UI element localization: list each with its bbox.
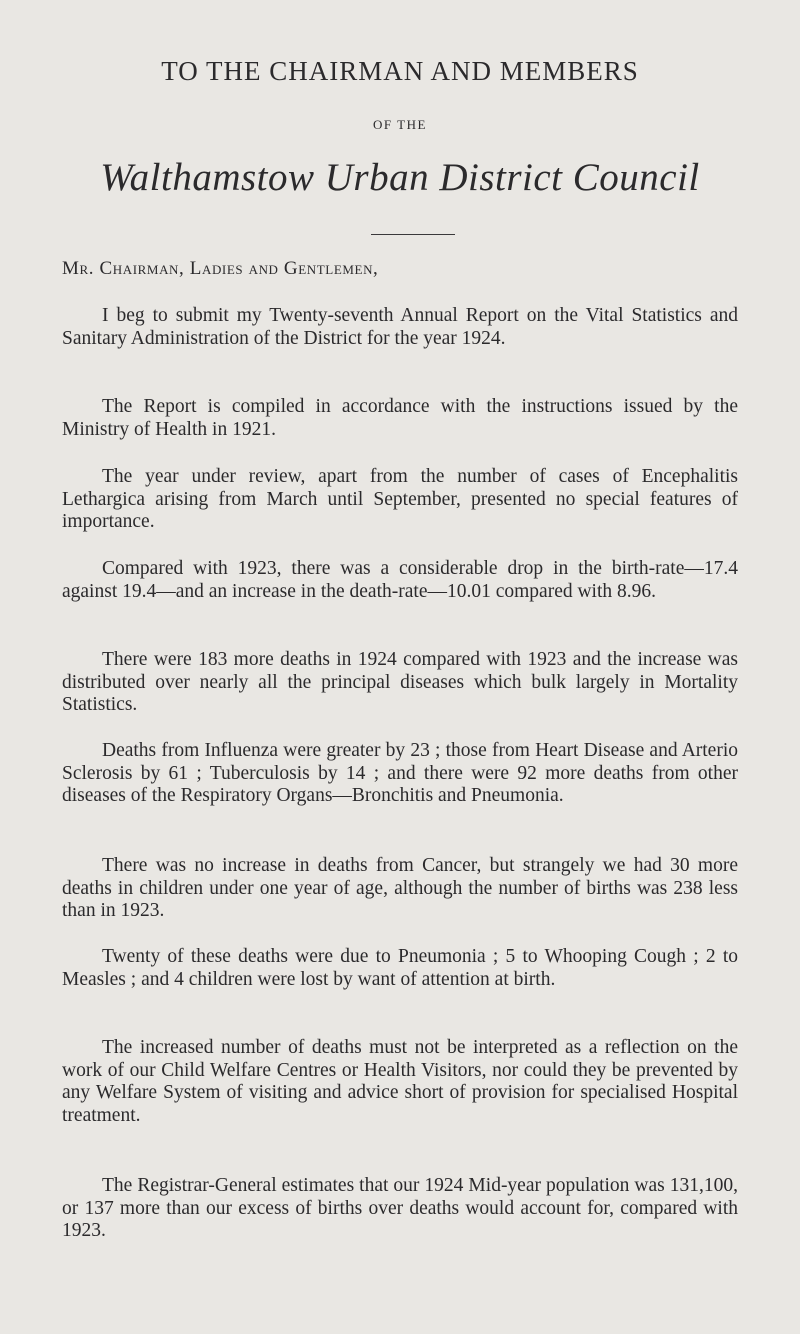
of-the-label: OF THE: [373, 117, 427, 132]
report-addressee-title: TO THE CHAIRMAN AND MEMBERS: [161, 56, 639, 86]
paragraph-cancer-infants: There was no increase in deaths from Cancer, but strangely we had 30 more deaths in children under one year of age, although the number of births was 238 less than in 1923.: [62, 855, 738, 921]
paragraph-influenza: Deaths from Influenza were greater by 23 ; those from Heart Disease and Arterio Sclerosis by 61 ; Tuberculosis by 14 ; and there were 92 more deaths from other diseases of the Respiratory Organs—Bronchitis and Pneumonia.: [62, 740, 738, 806]
paragraph-year-review: The year under review, apart from the number of cases of Encephalitis Lethargica arising from March until September, presented no special features of importance.: [62, 466, 738, 532]
paragraph-birth-death-rate: Compared with 1923, there was a considerable drop in the birth-rate—17.4 against 19.4—and an increase in the death-rate—10.01 compared with 8.96.: [62, 558, 738, 602]
paragraph-twenty-deaths: Twenty of these deaths were due to Pneumonia ; 5 to Whooping Cough ; 2 to Measles ; and 4 children were lost by want of attention at birth.: [62, 946, 738, 990]
paragraph-report-intro: I beg to submit my Twenty-seventh Annual Report on the Vital Statistics and Sanitary Administration of the District for the year 1924.: [62, 305, 738, 349]
paragraph-population: The Registrar-General estimates that our 1924 Mid-year population was 131,100, or 137 more than our excess of births over deaths would account for, compared with 1923.: [62, 1175, 738, 1241]
paragraph-more-deaths: There were 183 more deaths in 1924 compared with 1923 and the increase was distributed over nearly all the principal diseases which bulk largely in Mortality Statistics.: [62, 649, 738, 715]
divider-rule: [371, 234, 455, 235]
paragraph-welfare: The increased number of deaths must not be interpreted as a reflection on the work of our Child Welfare Centres or Health Visitors, nor could they be prevented by any Welfare System of visiting and advice short of provision for specialised Hospital treatment.: [62, 1037, 738, 1126]
salutation: Mr. Chairman, Ladies and Gentlemen,: [62, 258, 379, 279]
council-name: Walthamstow Urban District Council: [100, 156, 700, 199]
paragraph-compiled: The Report is compiled in accordance with the instructions issued by the Ministry of Health in 1921.: [62, 396, 738, 440]
